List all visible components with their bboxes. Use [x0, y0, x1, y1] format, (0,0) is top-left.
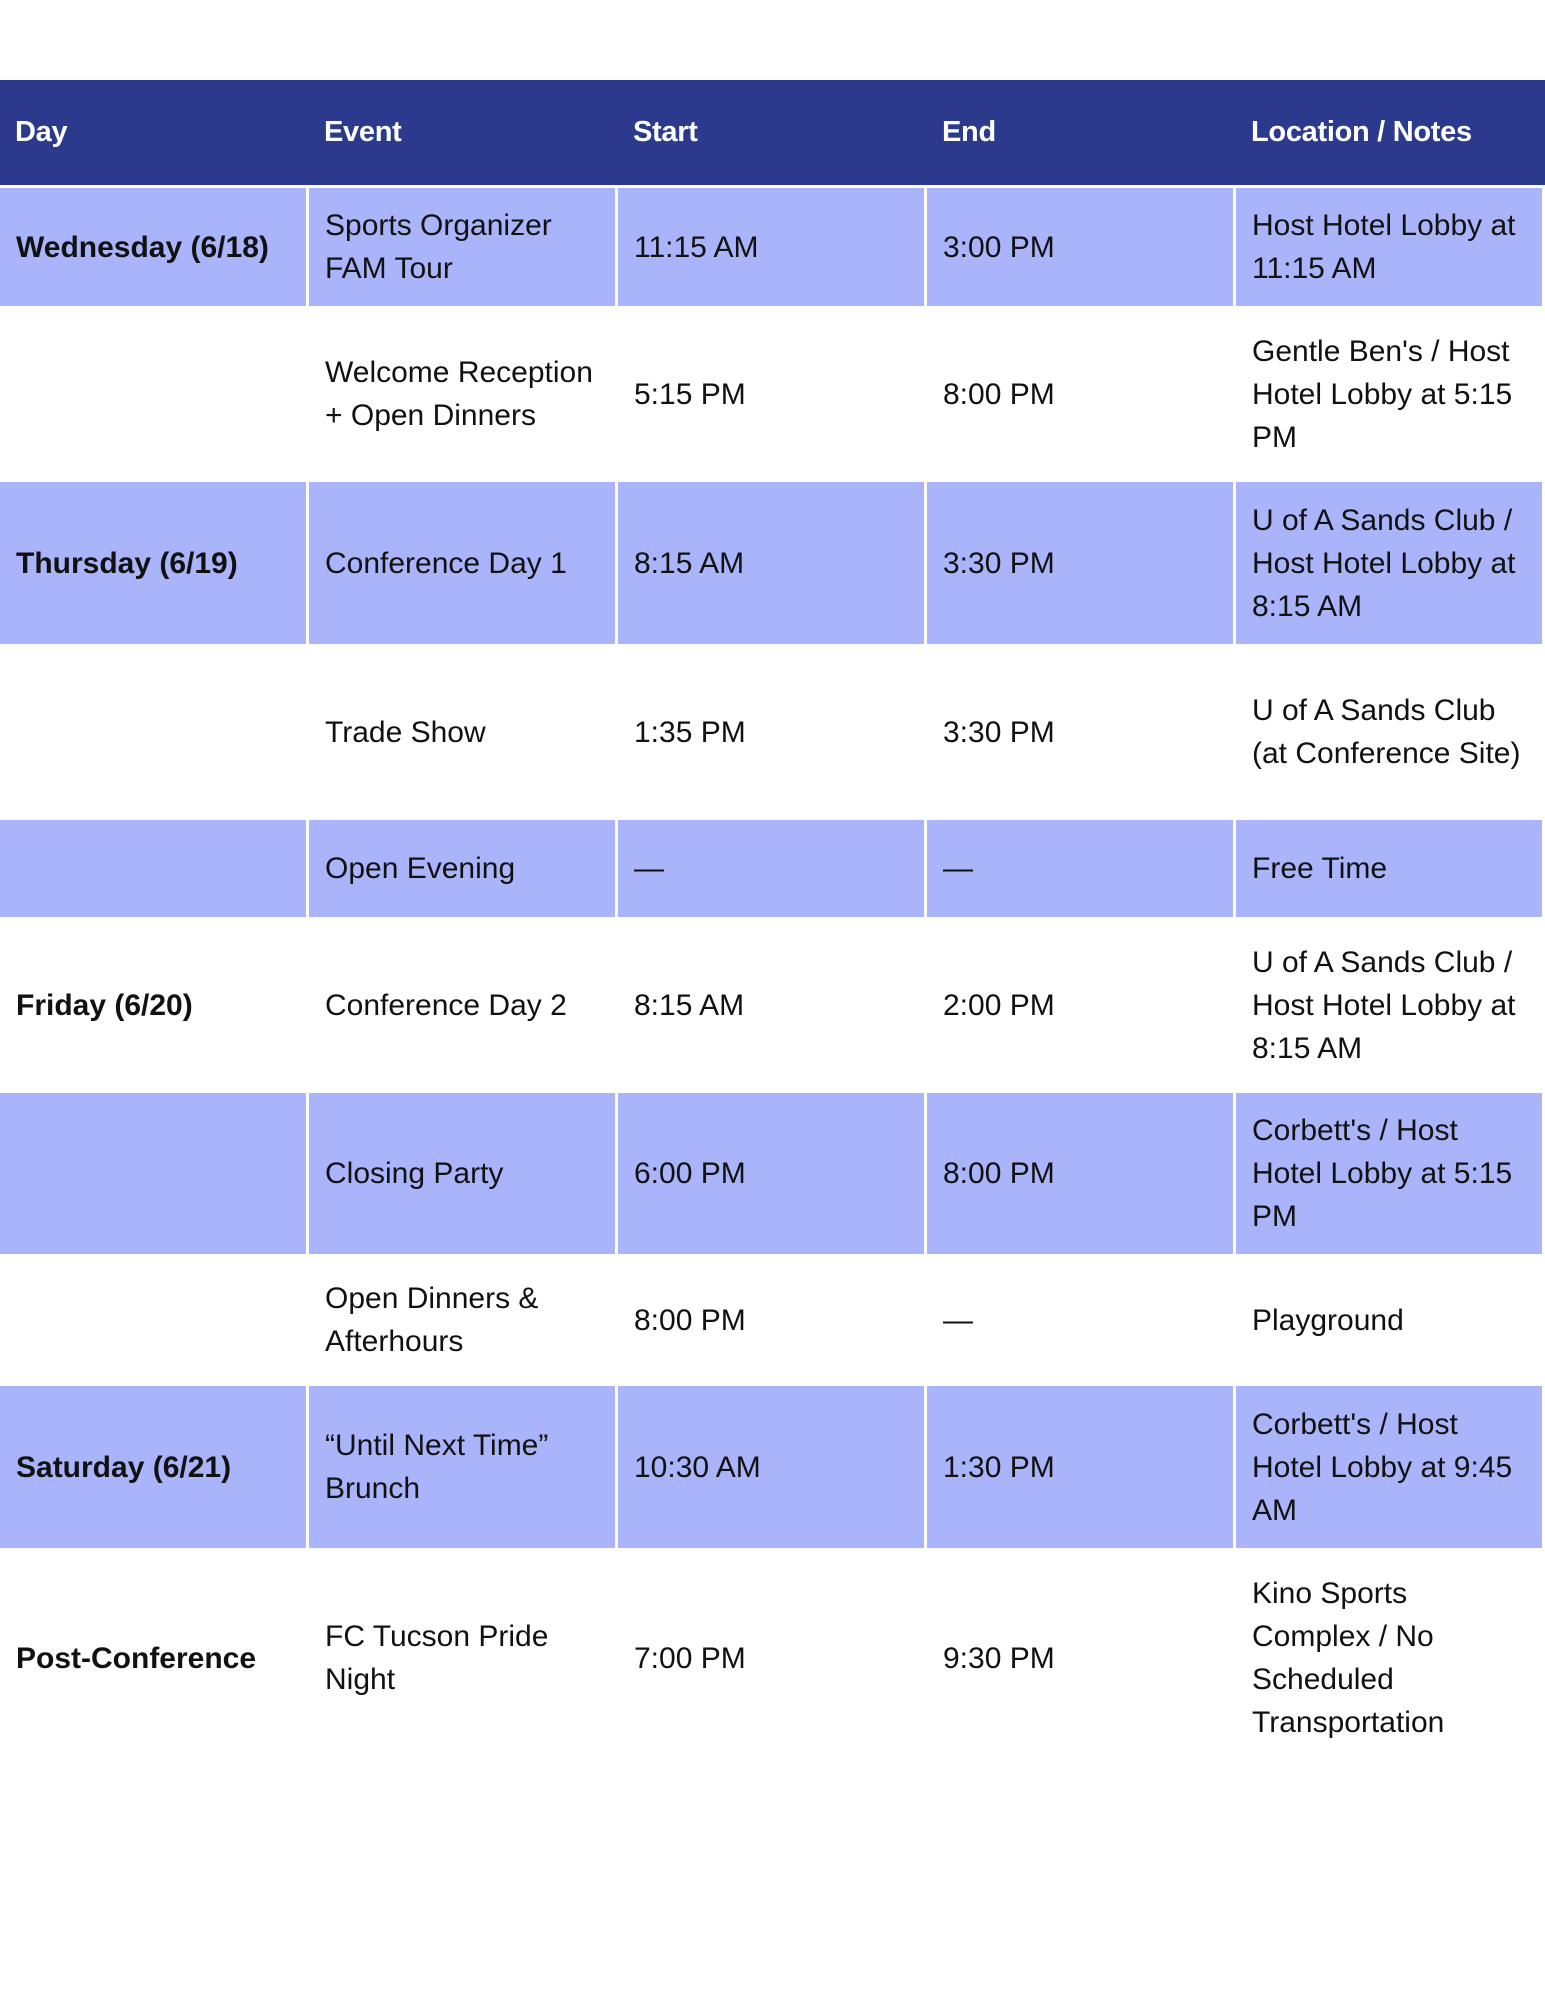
header-location: Location / Notes: [1251, 116, 1472, 148]
table-row: [0, 479, 1545, 647]
header-day: Day: [15, 116, 68, 148]
cell-event: Open Evening: [309, 820, 618, 917]
cell-event: Trade Show: [325, 715, 486, 749]
table-row: [0, 1090, 1545, 1257]
cell-day: [0, 309, 309, 479]
table-header: [0, 80, 1545, 185]
cell-day: [0, 1257, 309, 1383]
header-event: Event: [324, 116, 402, 148]
cell-day: [0, 1093, 309, 1254]
cell-location: Playground: [1252, 1303, 1404, 1337]
cell-end: 1:30 PM: [927, 1386, 1236, 1548]
cell-start: 8:15 AM: [618, 482, 927, 644]
cell-end: 3:00 PM: [927, 188, 1236, 306]
cell-day: Friday (6/20): [16, 988, 193, 1022]
table-row: [0, 920, 1545, 1090]
cell-event: Open Dinners & Afterhours: [325, 1282, 539, 1358]
table-row: [0, 647, 1545, 817]
table-row: [0, 817, 1545, 920]
cell-start: 11:15 AM: [618, 188, 927, 306]
header-end: End: [942, 116, 996, 148]
table-row: [0, 1257, 1545, 1383]
cell-location: Gentle Ben's / Host Hotel Lobby at 5:15 PM: [1252, 334, 1513, 454]
cell-location: Corbett's / Host Hotel Lobby at 9:45 AM: [1236, 1386, 1545, 1548]
cell-start: 7:00 PM: [634, 1641, 746, 1675]
cell-location: Corbett's / Host Hotel Lobby at 5:15 PM: [1236, 1093, 1545, 1254]
cell-location: U of A Sands Club (at Conference Site): [1252, 694, 1521, 770]
cell-location: U of A Sands Club / Host Hotel Lobby at 8:15 AM: [1236, 482, 1545, 644]
cell-event: “Until Next Time” Brunch: [309, 1386, 618, 1548]
cell-start: 8:15 AM: [634, 988, 745, 1022]
table-row: [0, 1551, 1545, 1765]
cell-end: 2:00 PM: [943, 988, 1055, 1022]
cell-location: Host Hotel Lobby at 11:15 AM: [1236, 188, 1545, 306]
cell-day: Saturday (6/21): [0, 1386, 309, 1548]
cell-location: U of A Sands Club / Host Hotel Lobby at 8:15 AM: [1252, 945, 1516, 1065]
cell-start: 6:00 PM: [618, 1093, 927, 1254]
cell-event: Sports Organizer FAM Tour: [309, 188, 618, 306]
cell-end: 8:00 PM: [943, 377, 1055, 411]
cell-end: 8:00 PM: [927, 1093, 1236, 1254]
cell-day: Wednesday (6/18): [0, 188, 309, 306]
cell-start: 1:35 PM: [634, 715, 746, 749]
cell-day: [0, 820, 309, 917]
cell-start: 8:00 PM: [634, 1303, 746, 1337]
cell-end: 3:30 PM: [927, 482, 1236, 644]
cell-end: —: [927, 820, 1236, 917]
cell-day: Thursday (6/19): [0, 482, 309, 644]
cell-end: —: [943, 1303, 973, 1337]
cell-event: Welcome Reception + Open Dinners: [325, 356, 593, 432]
cell-location: Kino Sports Complex / No Scheduled Transportation: [1252, 1577, 1445, 1739]
table-row: [0, 309, 1545, 479]
cell-location: Free Time: [1236, 820, 1545, 917]
schedule-table: [0, 80, 1545, 1765]
table-row: [0, 1383, 1545, 1551]
cell-start: —: [618, 820, 927, 917]
cell-event: Conference Day 2: [325, 988, 567, 1022]
header-start: Start: [633, 116, 698, 148]
table-row: [0, 185, 1545, 309]
cell-day: Post-Conference: [16, 1641, 257, 1675]
cell-end: 3:30 PM: [943, 715, 1055, 749]
cell-end: 9:30 PM: [943, 1641, 1055, 1675]
cell-day: [0, 647, 309, 817]
cell-event: FC Tucson Pride Night: [325, 1620, 549, 1696]
cell-start: 10:30 AM: [618, 1386, 927, 1548]
cell-event: Conference Day 1: [309, 482, 618, 644]
cell-event: Closing Party: [309, 1093, 618, 1254]
cell-start: 5:15 PM: [634, 377, 746, 411]
